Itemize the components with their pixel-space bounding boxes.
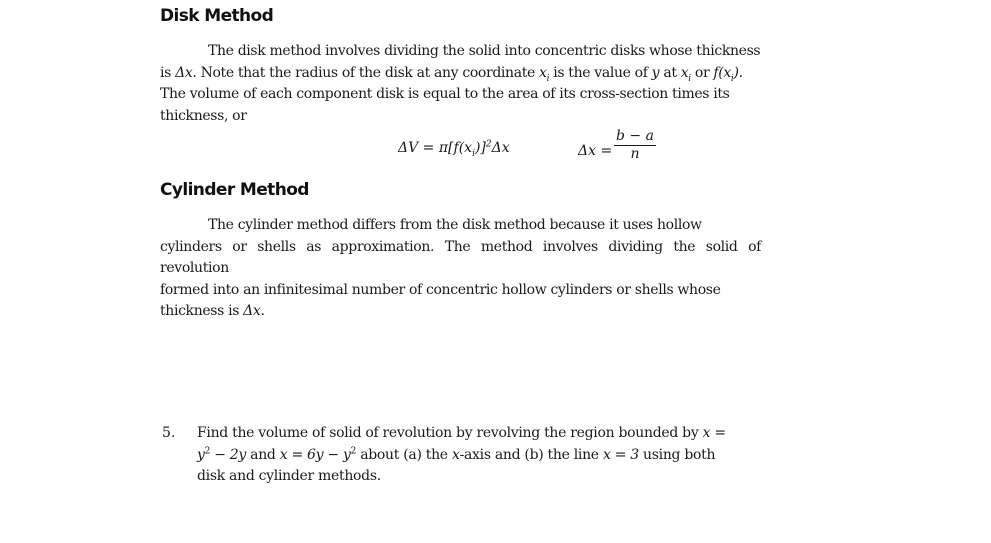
- disk-method-paragraph: The disk method involves dividing the solid into concentric disks whose thickness is Δx. Note that the radius of the disk at any coordinate $x_i$ is the value of y at $x_i$ or $f(x_i)$. The volume of each component disk is equal to the area of its cross-section times its thickness, or: [160, 43, 761, 124]
- fraction-denominator: n: [630, 146, 640, 162]
- volume-equation: $\Delta V = \pi[f(x_i)]^2\Delta x$: [398, 139, 510, 159]
- delta-x-equation-lhs: Δx =: [578, 143, 613, 159]
- delta-x-fraction: [614, 128, 656, 163]
- fraction-numerator: b − a: [616, 128, 654, 144]
- cylinder-method-heading: Cylinder Method: [160, 180, 309, 200]
- question-number: 5.: [162, 425, 176, 441]
- question-text: Find the volume of solid of revolution by revolving the region bounded by x = $y^2 - 2y$ and $x = 6y - y^2$ about (a) the x-axis and (b) the line x = 3 using both disk and cylinder methods.: [197, 425, 726, 484]
- cylinder-method-paragraph: The cylinder method differs from the disk method because it uses hollow cylinders or shells as approximation. The method involves dividing the solid of revolution formed into an infinitesimal number of concentric hollow cylinders or shells whose thickness is Δx.: [160, 217, 761, 319]
- disk-method-heading: Disk Method: [160, 6, 274, 26]
